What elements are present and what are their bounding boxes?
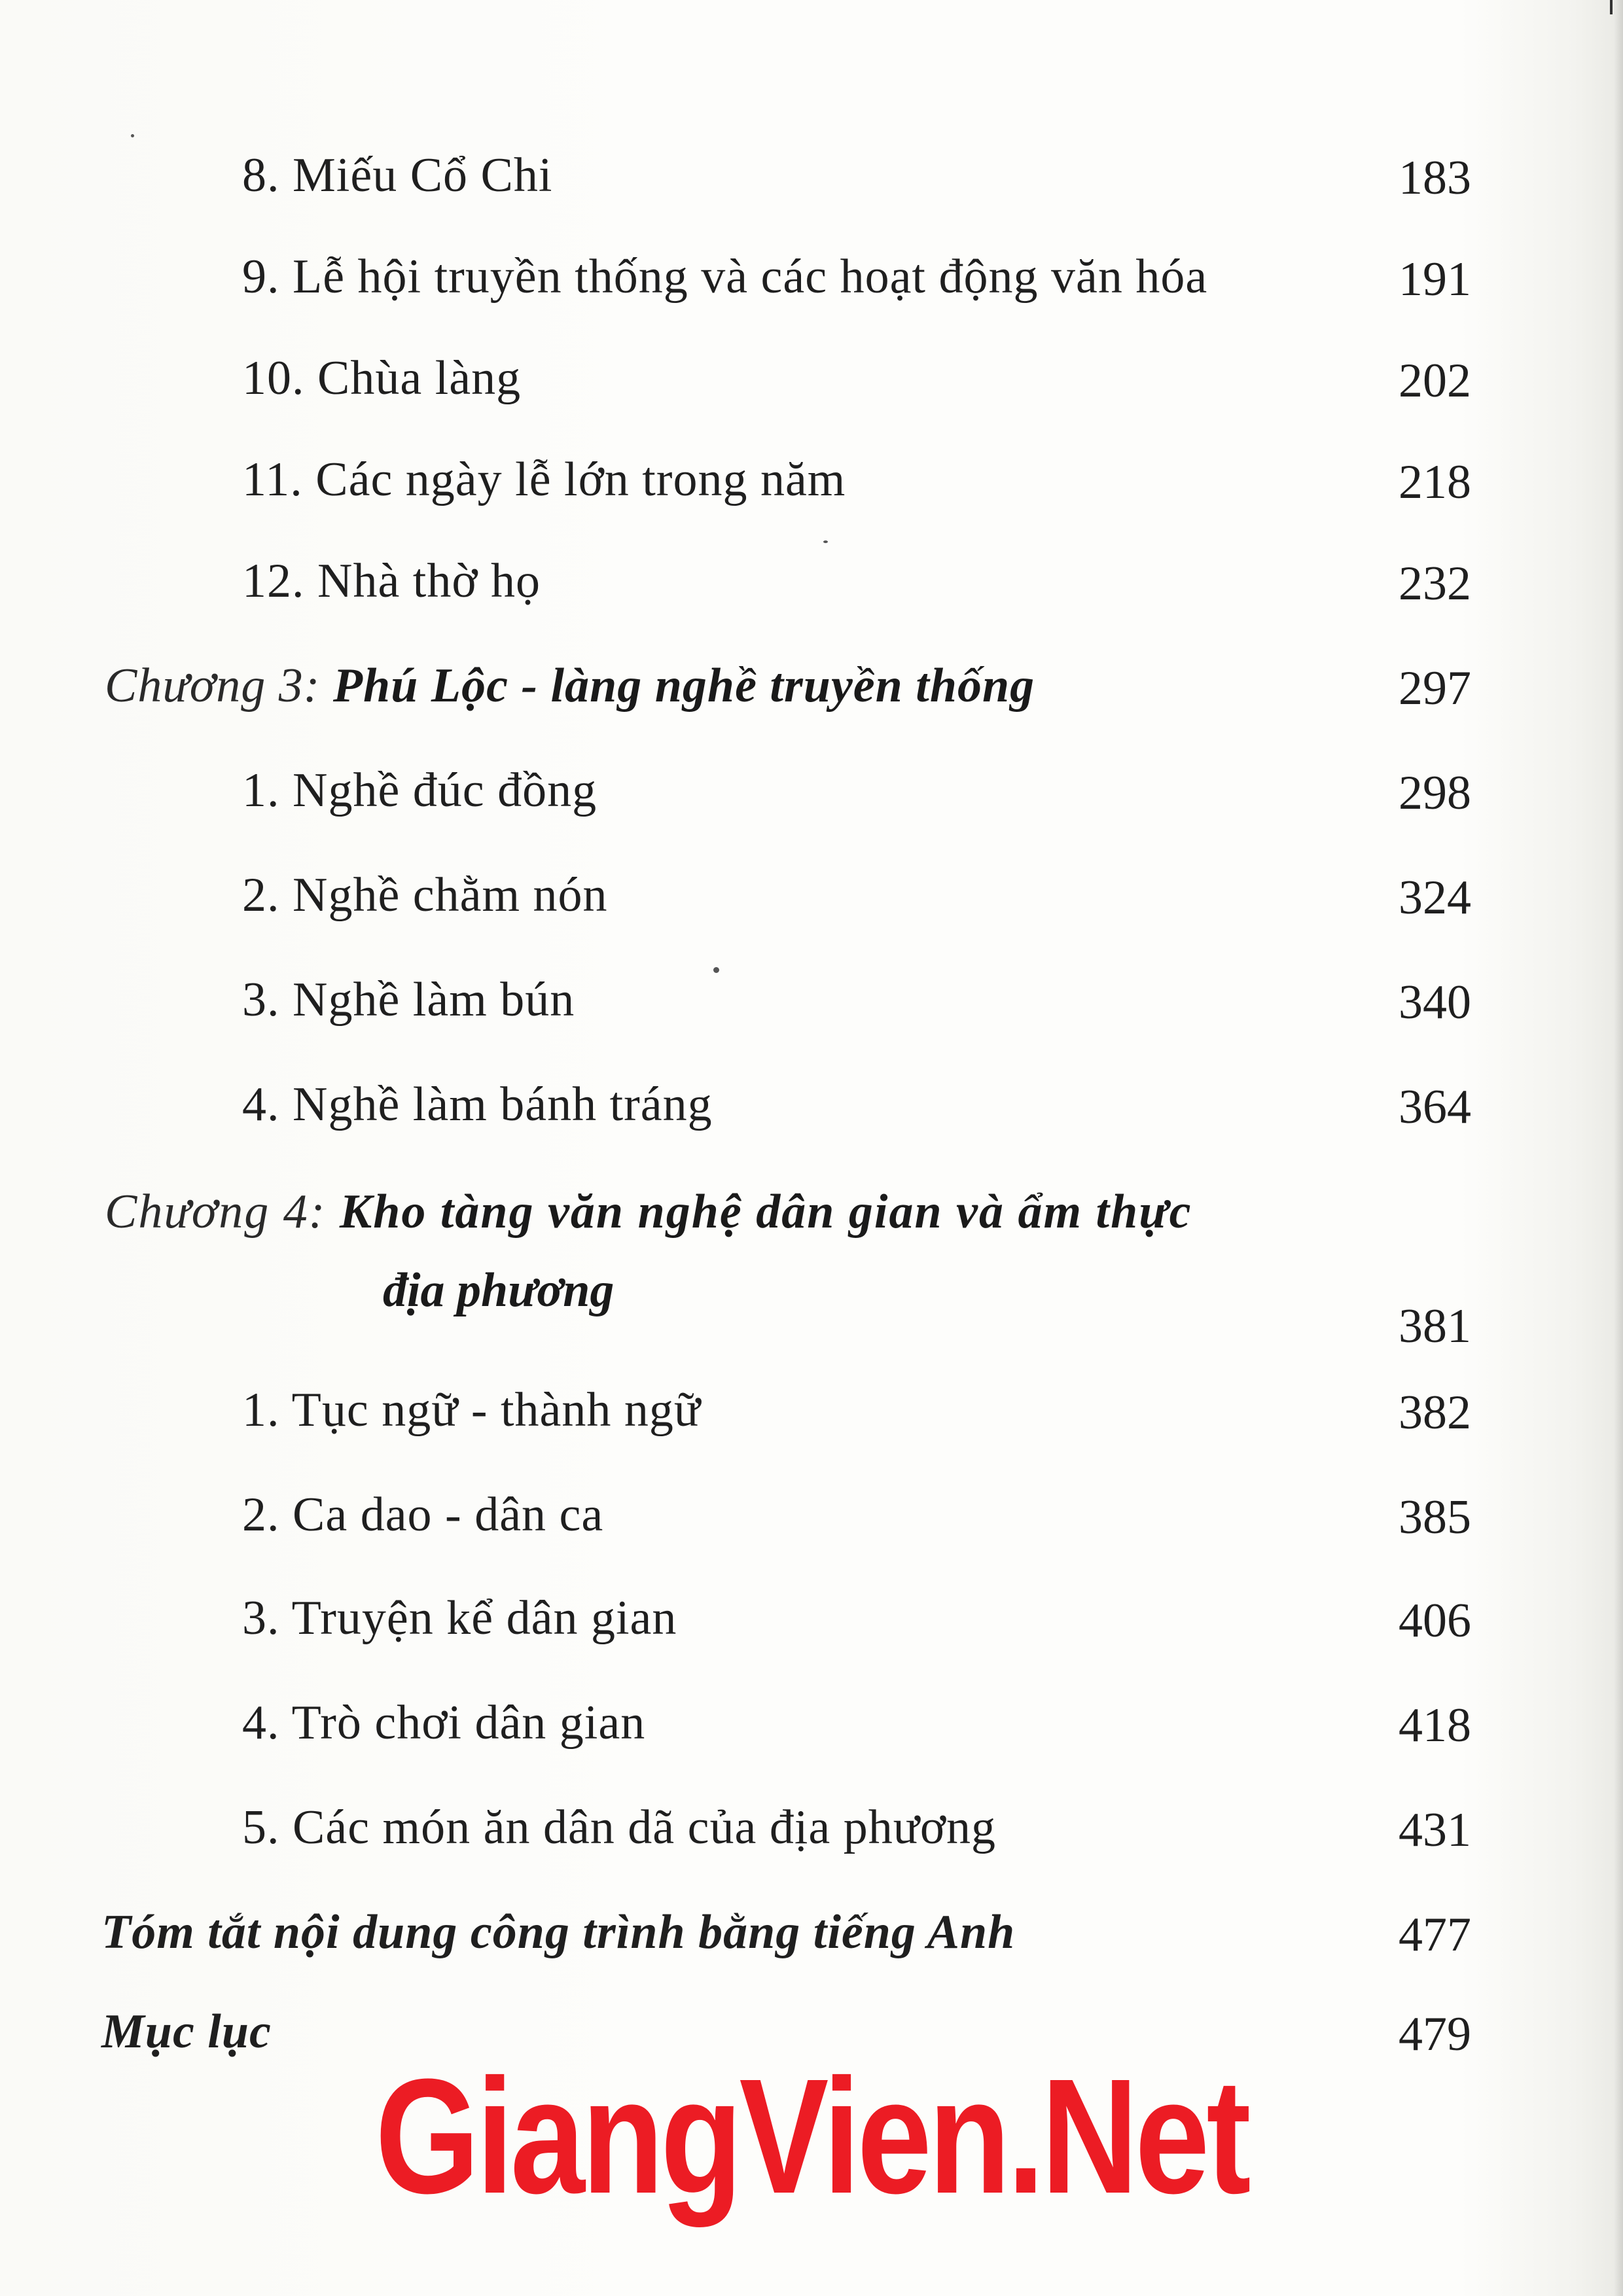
- toc-entry: [0, 451, 1623, 523]
- toc-entry: [0, 1382, 1623, 1454]
- toc-entry-title: 3. Truyện kể dân gian: [242, 1591, 677, 1645]
- toc-entry-page: 298: [1399, 766, 1471, 820]
- toc-entry-page: 324: [1399, 871, 1471, 925]
- toc-entry-page: 202: [1399, 354, 1471, 408]
- toc-entry-title: 12. Nhà thờ họ: [242, 554, 541, 608]
- toc-entry-page: 381: [1399, 1299, 1471, 1353]
- toc-entry: [0, 972, 1623, 1044]
- chapter-heading: [105, 659, 1035, 713]
- chapter-heading: [105, 1185, 1192, 1239]
- toc-entry-page: 431: [1399, 1803, 1471, 1857]
- page-speck: [823, 540, 828, 543]
- toc-entry-page: 191: [1399, 253, 1471, 306]
- toc-entry-page: 418: [1399, 1699, 1471, 1752]
- toc-entry-title: 8. Miếu Cổ Chi: [242, 149, 553, 202]
- toc-entry-page: 477: [1399, 1908, 1471, 1962]
- toc-entry-page: 385: [1399, 1491, 1471, 1544]
- toc-entry-title: 4. Nghề làm bánh tráng: [242, 1078, 713, 1131]
- toc-entry-title: 5. Các món ăn dân dã của địa phương: [242, 1801, 996, 1854]
- toc-entry: [0, 867, 1623, 939]
- toc-entry-title: 2. Nghề chằm nón: [242, 868, 608, 922]
- toc-chapter-3: [0, 658, 1623, 730]
- toc-entry: [0, 1799, 1623, 1871]
- toc-entry-page: 218: [1399, 455, 1471, 509]
- toc-entry-title: 9. Lễ hội truyền thống và các hoạt động văn hóa: [242, 250, 1208, 304]
- toc-entry: [0, 1076, 1623, 1148]
- toc-entry-title: 2. Ca dao - dân ca: [242, 1488, 604, 1542]
- toc-entry-title: 4. Trò chơi dân gian: [242, 1696, 646, 1750]
- toc-entry: [0, 249, 1623, 321]
- toc-entry-page: 364: [1399, 1080, 1471, 1134]
- watermark-text: GiangVien.Net: [375, 2045, 1248, 2227]
- toc-entry: [0, 762, 1623, 834]
- toc-entry-title: 1. Tục ngữ - thành ngữ: [242, 1383, 701, 1437]
- toc-entry-page: 297: [1399, 662, 1471, 715]
- toc-entry-page: 406: [1399, 1594, 1471, 1648]
- chapter-label: Chương 3:: [105, 659, 321, 713]
- toc-entry: [0, 1487, 1623, 1559]
- toc-entry-page: 232: [1399, 557, 1471, 610]
- toc-entry-title: 11. Các ngày lễ lớn trong năm: [242, 453, 846, 506]
- toc-entry-title: 1. Nghề đúc đồng: [242, 764, 597, 817]
- chapter-title-line2: địa phương: [383, 1263, 615, 1317]
- toc-entry-page: 382: [1399, 1386, 1471, 1439]
- toc-entry-page: 183: [1399, 151, 1471, 205]
- toc-entry-title: 10. Chùa làng: [242, 351, 522, 405]
- toc-entry: [0, 553, 1623, 625]
- toc-entry-title: 3. Nghề làm bún: [242, 973, 575, 1027]
- toc-entry: [0, 1695, 1623, 1767]
- toc-entry: [0, 1590, 1623, 1662]
- chapter-title: Phú Lộc - làng nghề truyền thống: [332, 659, 1035, 713]
- toc-summary-entry: [0, 1904, 1623, 1976]
- toc-entry-title: Mục lục: [101, 2005, 272, 2058]
- chapter-label: Chương 4:: [105, 1185, 327, 1239]
- toc-entry-title: Tóm tắt nội dung công trình bằng tiếng Anh: [101, 1905, 1016, 1959]
- toc-entry-page: 479: [1399, 2007, 1471, 2061]
- chapter-title-line1: Kho tàng văn nghệ dân gian và ẩm thực: [339, 1185, 1192, 1239]
- toc-entry: [0, 350, 1623, 422]
- toc-entry-page: 340: [1399, 976, 1471, 1029]
